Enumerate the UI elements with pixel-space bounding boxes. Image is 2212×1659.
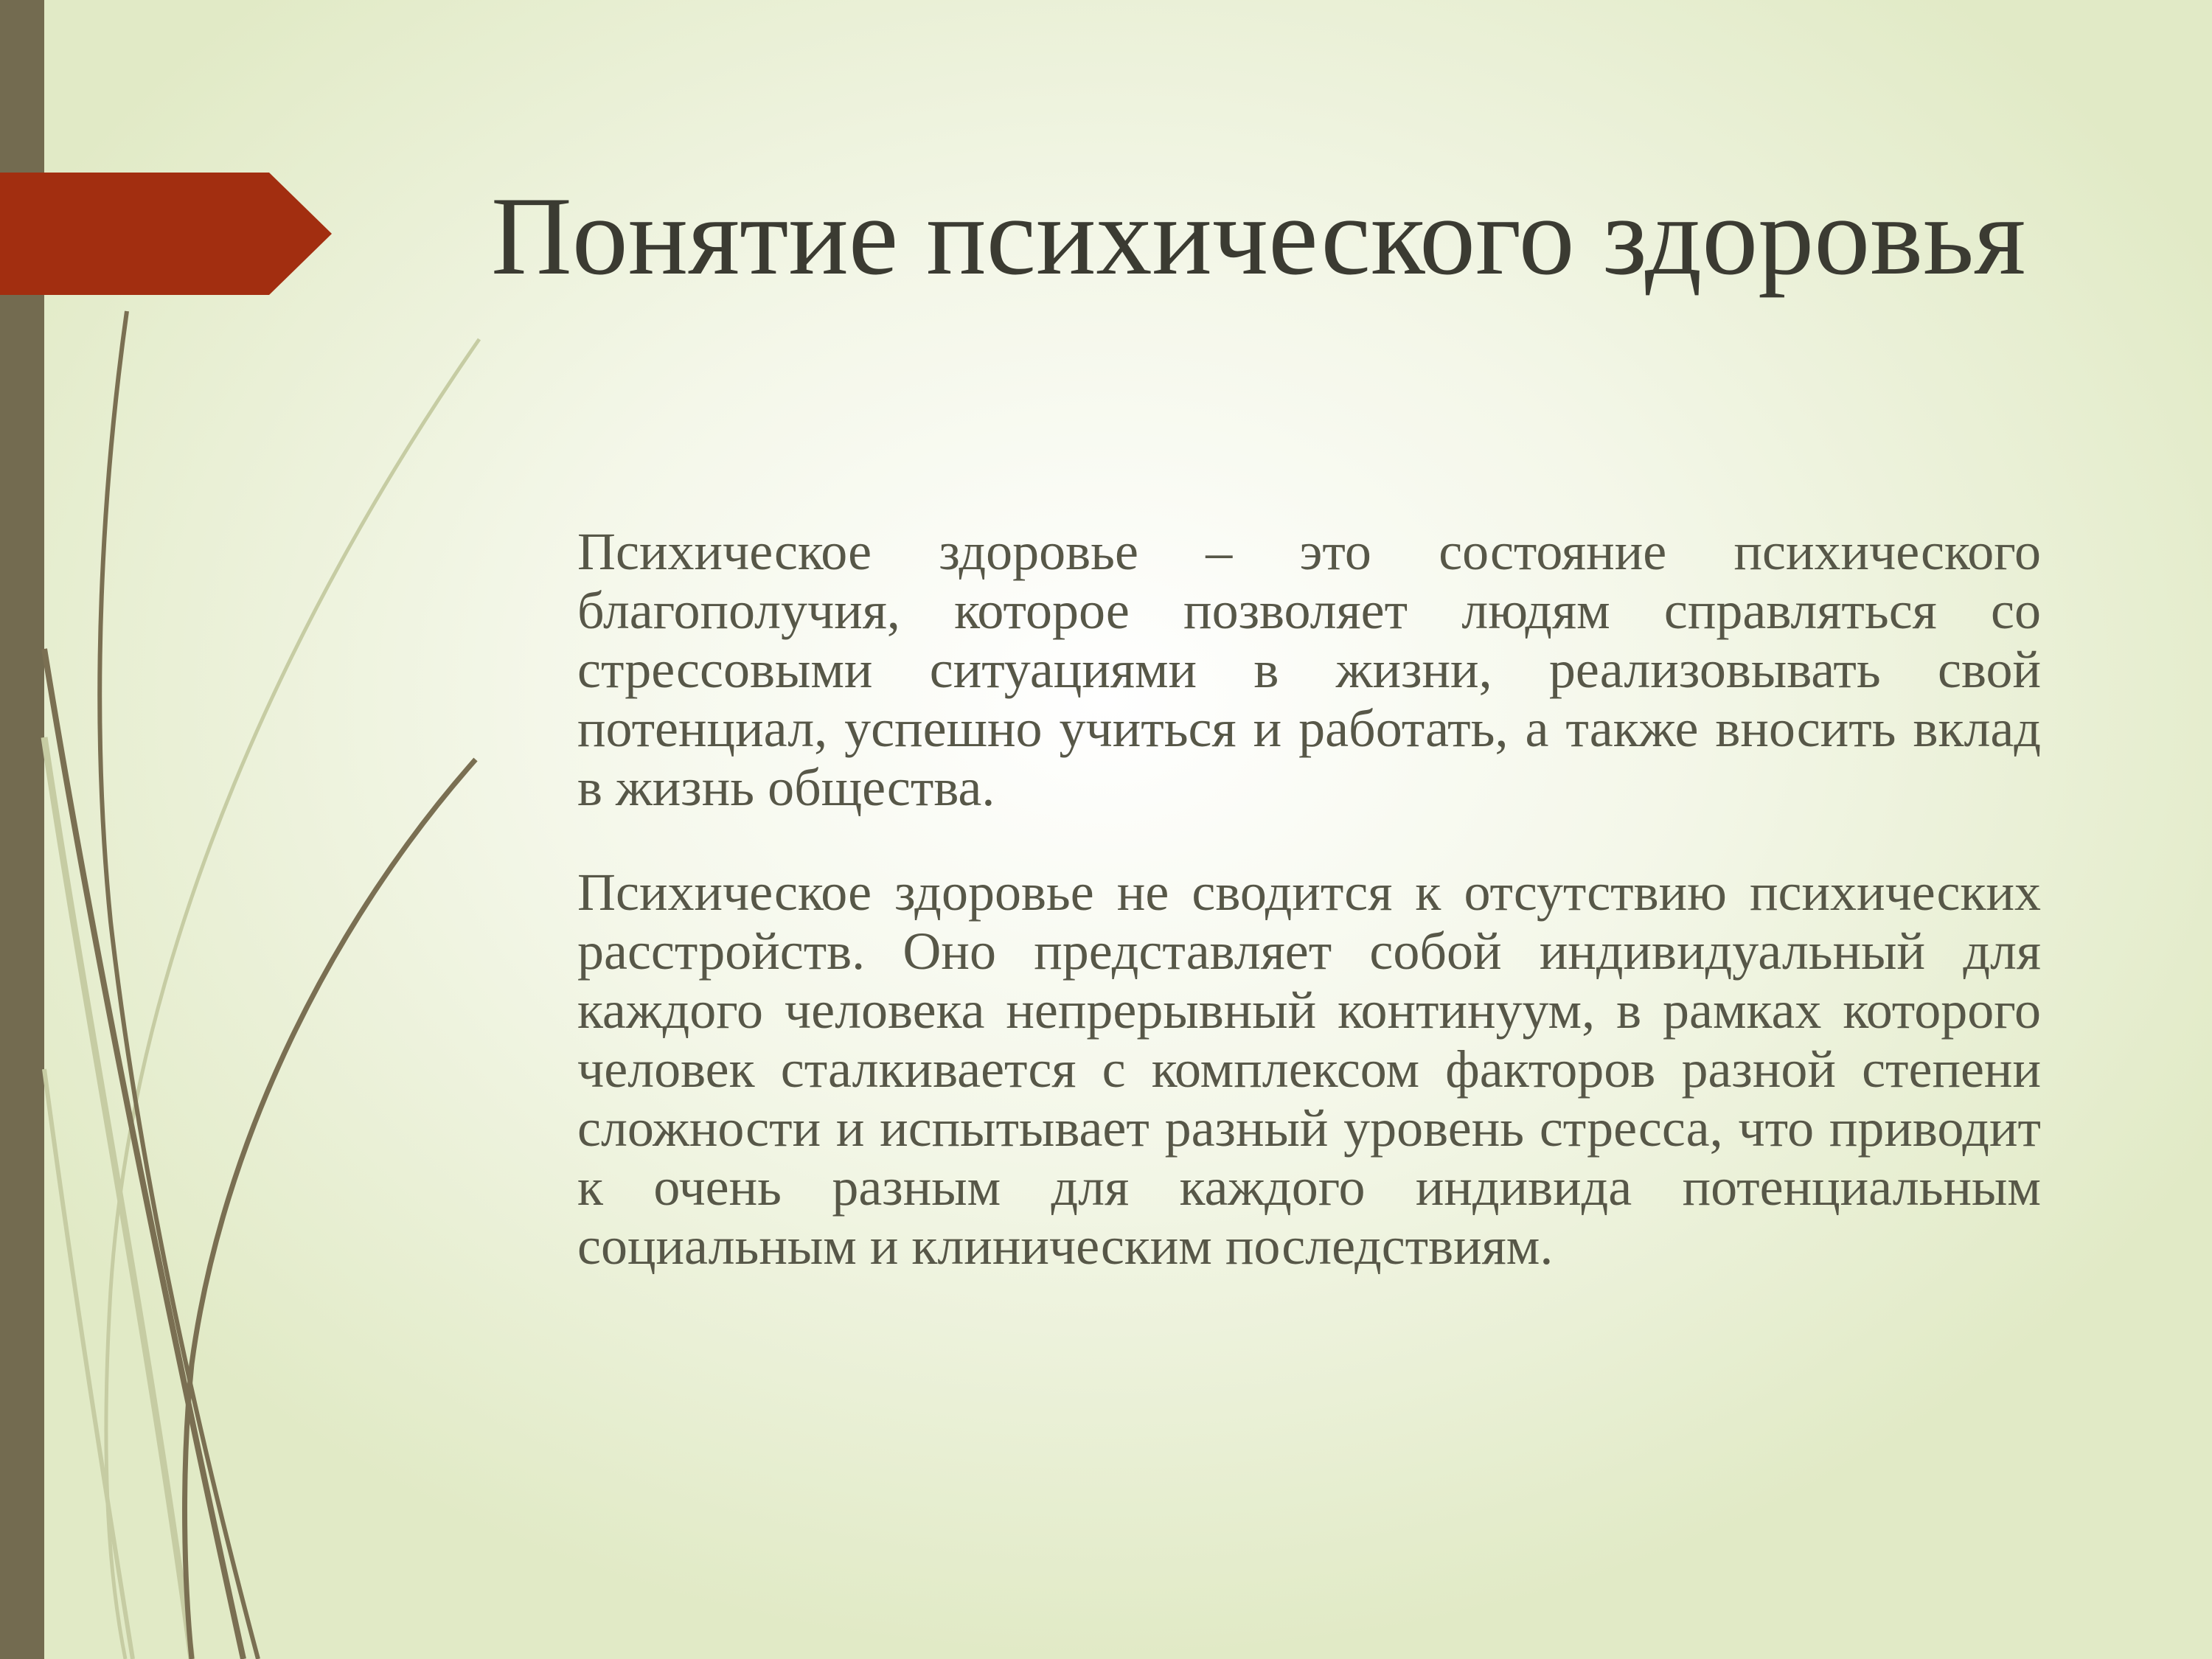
grass-blade-light-2 bbox=[44, 737, 192, 1659]
slide-body bbox=[577, 522, 2041, 1321]
slide-title: Понятие психического здоровья bbox=[491, 174, 2026, 298]
body-paragraph-2: Психическое здоровье не сводится к отсутствию психических расстройств. Оно представляет собой индивидуальный для каждого человека непрерывный континуум, в рамках которого человек сталкивается с комплексом факторов разной степени сложности и испытывает разный уровень стресса, что приводит к очень разным для каждого индивида потенциальным социальным и клиническим последствиям. bbox=[577, 863, 2041, 1276]
grass-blade-dark-1 bbox=[100, 311, 258, 1659]
body-paragraph-1: Психическое здоровье – это состояние психического благополучия, которое позволяет людям справляться со стрессовыми ситуациями в жизни, реализовывать свой потенциал, успешно учиться и работать, а также вносить вклад в жизнь общества. bbox=[577, 522, 2041, 817]
grass-blade-dark-3 bbox=[185, 759, 476, 1659]
grass-blade-light-3 bbox=[44, 1069, 133, 1659]
title-arrow-shape bbox=[0, 173, 332, 295]
title-arrow-marker bbox=[0, 173, 332, 295]
